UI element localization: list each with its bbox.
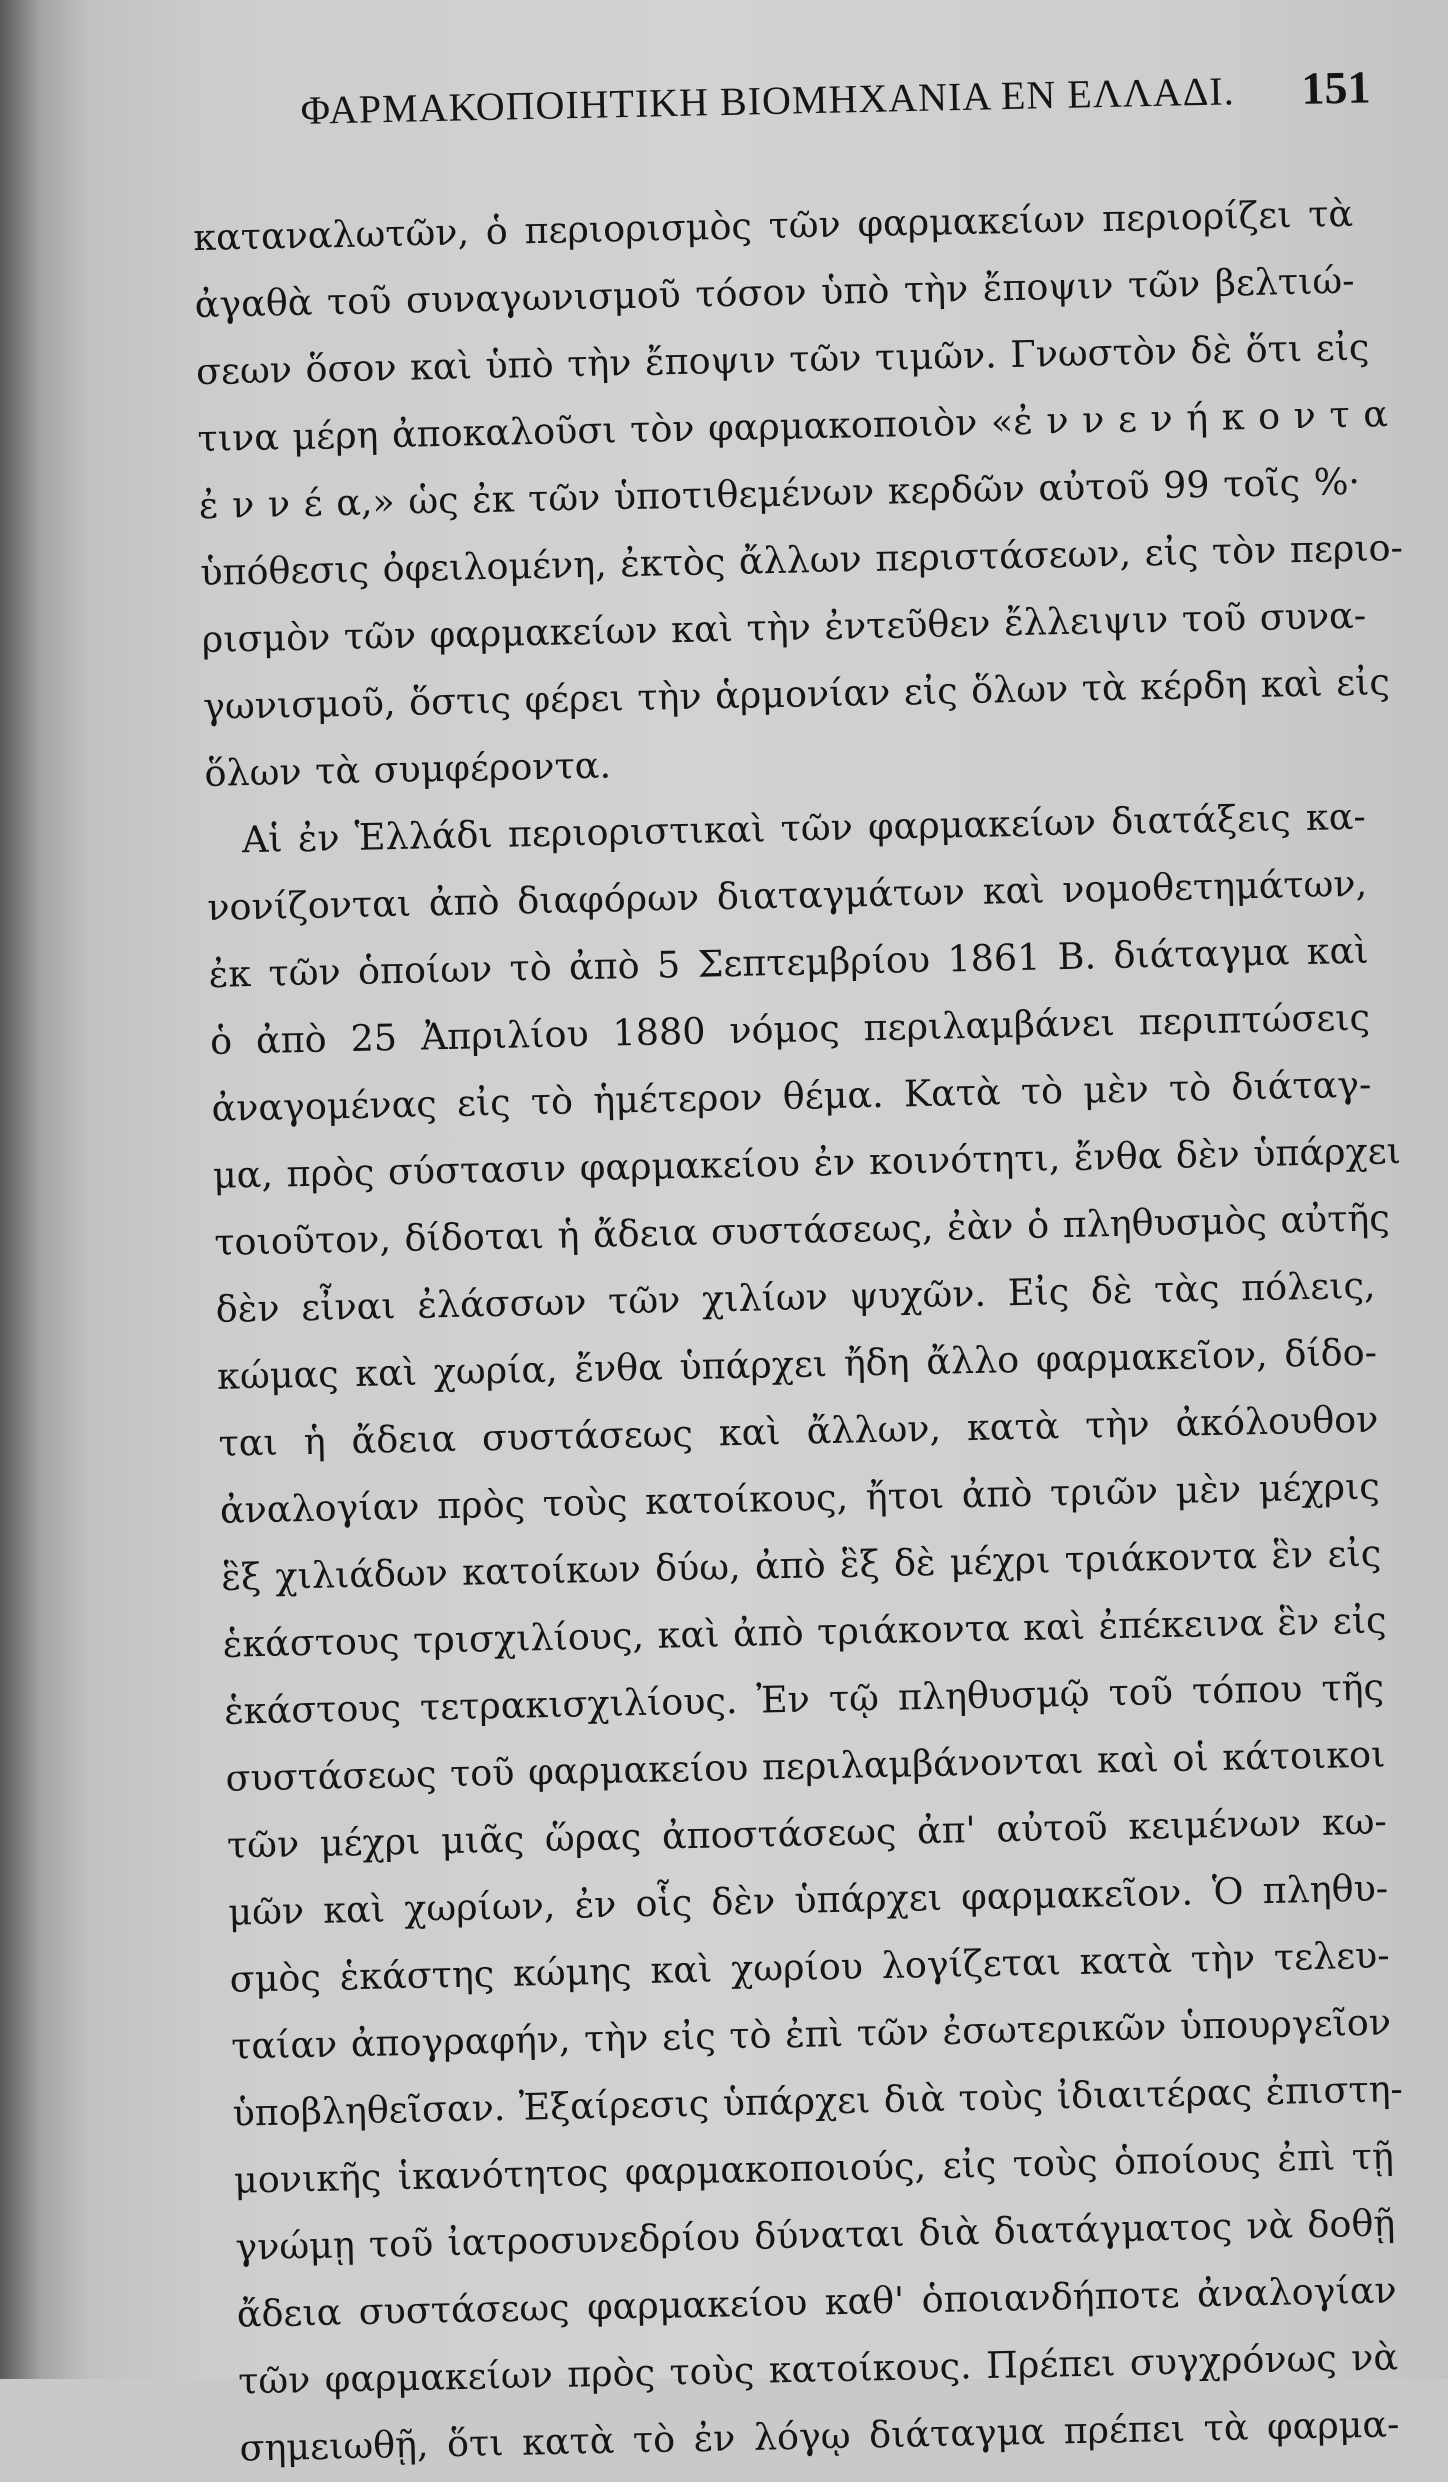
text-line: σημειωθῇ, ὅτι κατὰ τὸ ἐν λόγῳ διάταγμα πρέπει τὰ φαρμα-: [239, 2402, 1400, 2470]
text-line: ρισμὸν τῶν φαρμακείων καὶ τὴν ἐντεῦθεν ἔλλειψιν τοῦ συνα-: [201, 593, 1367, 662]
text-line: ταίαν ἀπογραφήν, τὴν εἰς τὸ ἐπὶ τῶν ἐσωτερικῶν ὑπουργεῖον: [230, 2000, 1392, 2068]
text-line: μονικῆς ἱκανότητος φαρμακοποιούς, εἰς τοὺς ὁποίους ἐπὶ τῇ: [233, 2134, 1395, 2202]
page-number: 151: [1300, 61, 1371, 114]
text-line: ἑκάστους τρισχιλίους, καὶ ἀπὸ τριάκοντα καὶ ἐπέκεινα ἓν εἰς: [222, 1598, 1387, 1666]
text-line: ἓξ χιλιάδων κατοίκων δύω, ἀπὸ ἓξ δὲ μέχρι τριάκοντα ἓν εἰς: [220, 1531, 1382, 1599]
text-line: μῶν καὶ χωρίων, ἐν οἷς δὲν ὑπάρχει φαρμακεῖον. Ὁ πληθυ-: [227, 1866, 1389, 1934]
text-line: γωνισμοῦ, ὅστις φέρει τὴν ἁρμονίαν εἰς ὅλων τὰ κέρδη καὶ εἰς: [202, 660, 1391, 729]
text-line: μα, πρὸς σύστασιν φαρμακείου ἐν κοινότητι, ἔνθα δὲν ὑπάρχει: [212, 1129, 1402, 1197]
body-text: [192, 180, 1404, 2482]
book-page: [150, 55, 1404, 2470]
text-line: ἀναγομένας εἰς τὸ ἡμέτερον θέμα. Κατὰ τὸ μὲν τὸ διάταγ-: [211, 1062, 1372, 1130]
text-line: συστάσεως τοῦ φαρμακείου περιλαμβάνονται καὶ οἱ κάτοικοι: [225, 1732, 1386, 1800]
text-line: καταναλωτῶν, ὁ περιορισμὸς τῶν φαρμακείων περιορίζει τὰ: [192, 191, 1354, 260]
text-line: ἀγαθὰ τοῦ συναγωνισμοῦ τόσον ὑπὸ τὴν ἔποψιν τῶν βελτιώ-: [194, 258, 1355, 327]
running-head: [300, 61, 1371, 146]
text-line: γνώμῃ τοῦ ἰατροσυνεδρίου δύναται διὰ διατάγματος νὰ δοθῇ: [234, 2201, 1396, 2269]
text-line: ἀναλογίαν πρὸς τοὺς κατοίκους, ἤτοι ἀπὸ τριῶν μὲν μέχρις: [219, 1464, 1381, 1532]
text-line: ἐκ τῶν ὁποίων τὸ ἀπὸ 5 Σεπτεμβρίου 1861 Β. διάταγμα καὶ: [208, 928, 1369, 996]
text-line: ὅλων τὰ συμφέροντα.: [204, 743, 612, 796]
text-line: τινα μέρη ἀποκαλοῦσι τὸν φαρμακοποιὸν «ἐ ν ν ε ν ή κ ο ν τ α: [197, 392, 1389, 461]
text-line: ται ἡ ἄδεια συστάσεως καὶ ἄλλων, κατὰ τὴν ἀκόλουθον: [218, 1397, 1379, 1465]
text-line: ὑποβληθεῖσαν. Ἐξαίρεσις ὑπάρχει διὰ τοὺς ἰδιαιτέρας ἐπιστη-: [232, 2067, 1404, 2135]
text-line: τοιοῦτον, δίδοται ἡ ἄδεια συστάσεως, ἐὰν ὁ πληθυσμὸς αὐτῆς: [213, 1196, 1391, 1264]
text-line: ὁ ἀπὸ 25 Ἀπριλίου 1880 νόμος περιλαμβάνει περιπτώσεις: [209, 995, 1371, 1063]
running-title: ΦΑΡΜΑΚΟΠΟΙΗΤΙΚΗ ΒΙΟΜΗΧΑΝΙΑ ΕΝ ΕΛΛΑΔΙ.: [300, 68, 1236, 133]
text-line: νονίζονται ἀπὸ διαφόρων διαταγμάτων καὶ νομοθετημάτων,: [206, 861, 1368, 929]
text-line: ἐ ν ν έ α,» ὡς ἐκ τῶν ὑποτιθεμένων κερδῶν αὐτοῦ 99 τοῖς %·: [198, 459, 1361, 528]
text-line: σμὸς ἑκάστης κώμης καὶ χωρίου λογίζεται κατὰ τὴν τελευ-: [229, 1933, 1390, 2001]
text-line: σεων ὅσον καὶ ὑπὸ τὴν ἔποψιν τῶν τιμῶν. Γνωστὸν δὲ ὅτι εἰς: [195, 325, 1370, 394]
text-line: δὲν εἶναι ἐλάσσων τῶν χιλίων ψυχῶν. Εἰς δὲ τὰς πόλεις,: [215, 1263, 1376, 1331]
text-line: τῶν μέχρι μιᾶς ὥρας ἀποστάσεως ἀπ' αὐτοῦ κειμένων κω-: [226, 1799, 1388, 1867]
text-line: τῶν φαρμακείων πρὸς τοὺς κατοίκους. Πρέπει συγχρόνως νὰ: [237, 2335, 1399, 2403]
text-line: ἄδεια συστάσεως φαρμακείου καθ' ὁποιανδήποτε ἀναλογίαν: [236, 2268, 1398, 2336]
text-line: κώμας καὶ χωρία, ἔνθα ὑπάρχει ἤδη ἄλλο φαρμακεῖον, δίδο-: [216, 1330, 1378, 1398]
text-line: ὑπόθεσις ὀφειλομένη, ἐκτὸς ἄλλων περιστάσεων, εἰς τὸν περιο-: [199, 525, 1404, 595]
paragraph-start-line: Αἱ ἐν Ἑλλάδι περιοριστικαὶ τῶν φαρμακείων διατάξεις κα-: [241, 794, 1367, 862]
text-line: ἑκάστους τετρακισχιλίους. Ἐν τῷ πληθυσμῷ τοῦ τόπου τῆς: [223, 1665, 1385, 1733]
